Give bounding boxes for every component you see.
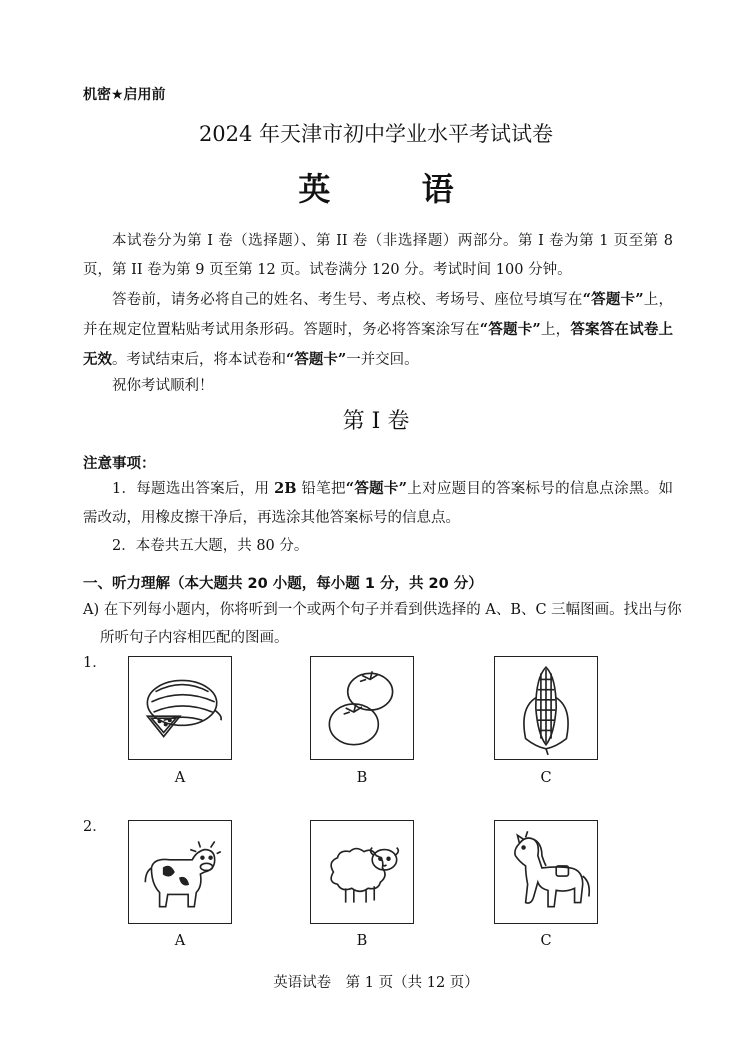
intro-paragraph-1: 本试卷分为第 I 卷（选择题）、第 II 卷（非选择题）两部分。第 I 卷为第 1 页至第 8 页，第 II 卷为第 9 页至第 12 页。试卷满分 120 分。考试时间 100 分钟。 xyxy=(83,233,673,278)
cow-icon xyxy=(128,820,232,924)
sheep-icon xyxy=(310,820,414,924)
corn-icon xyxy=(494,656,598,760)
question-number-1: 1． xyxy=(83,655,107,671)
note-1: 1．每题选出答案后，用 2B 铅笔把“答题卡”上对应题目的答案标号的信息点涂黑。如需改动，用橡皮擦干净后，再选涂其他答案标号的信息点。 xyxy=(83,480,674,526)
option-label-1c: C xyxy=(540,770,552,786)
subject-title: 英 语 xyxy=(298,170,494,208)
tomatoes-icon xyxy=(310,656,414,760)
option-label-1a: A xyxy=(174,770,186,786)
confidential-mark: 机密★启用前 xyxy=(83,87,166,103)
exam-title: 2024 年天津市初中学业水平考试试卷 xyxy=(198,122,554,146)
watermelon-icon xyxy=(128,656,232,760)
horse-icon xyxy=(494,820,598,924)
notes-heading: 注意事项： xyxy=(83,456,156,472)
question-number-2: 2． xyxy=(83,819,107,835)
page-footer: 英语试卷 第 1 页（共 12 页） xyxy=(273,975,479,991)
volume-title: 第 I 卷 xyxy=(342,409,410,434)
section-instruction: A) 在下列每小题内，你将听到一个或两个句子并看到供选择的 A、B、C 三幅图画。找出与你所听句子内容相匹配的图画。 xyxy=(83,602,682,646)
good-luck-line: 祝你考试顺利！ xyxy=(112,378,214,394)
option-label-2a: A xyxy=(174,933,186,949)
intro-paragraph-2: 答卷前，请务必将自己的姓名、考生号、考点校、考场号、座位号填写在“答题卡”上，并在规定位置粘贴考试用条形码。答题时，务必将答案涂写在“答题卡”上，答案答在试卷上无效。考试结束后，将本试卷和“答题卡”一并交回。 xyxy=(83,291,674,368)
section-heading: 一、听力理解（本大题共 20 小题，每小题 1 分，共 20 分） xyxy=(83,576,483,592)
note-2: 2．本卷共五大题，共 80 分。 xyxy=(112,538,309,554)
option-label-2b: B xyxy=(356,933,368,949)
option-label-1b: B xyxy=(356,770,368,786)
option-label-2c: C xyxy=(540,933,552,949)
